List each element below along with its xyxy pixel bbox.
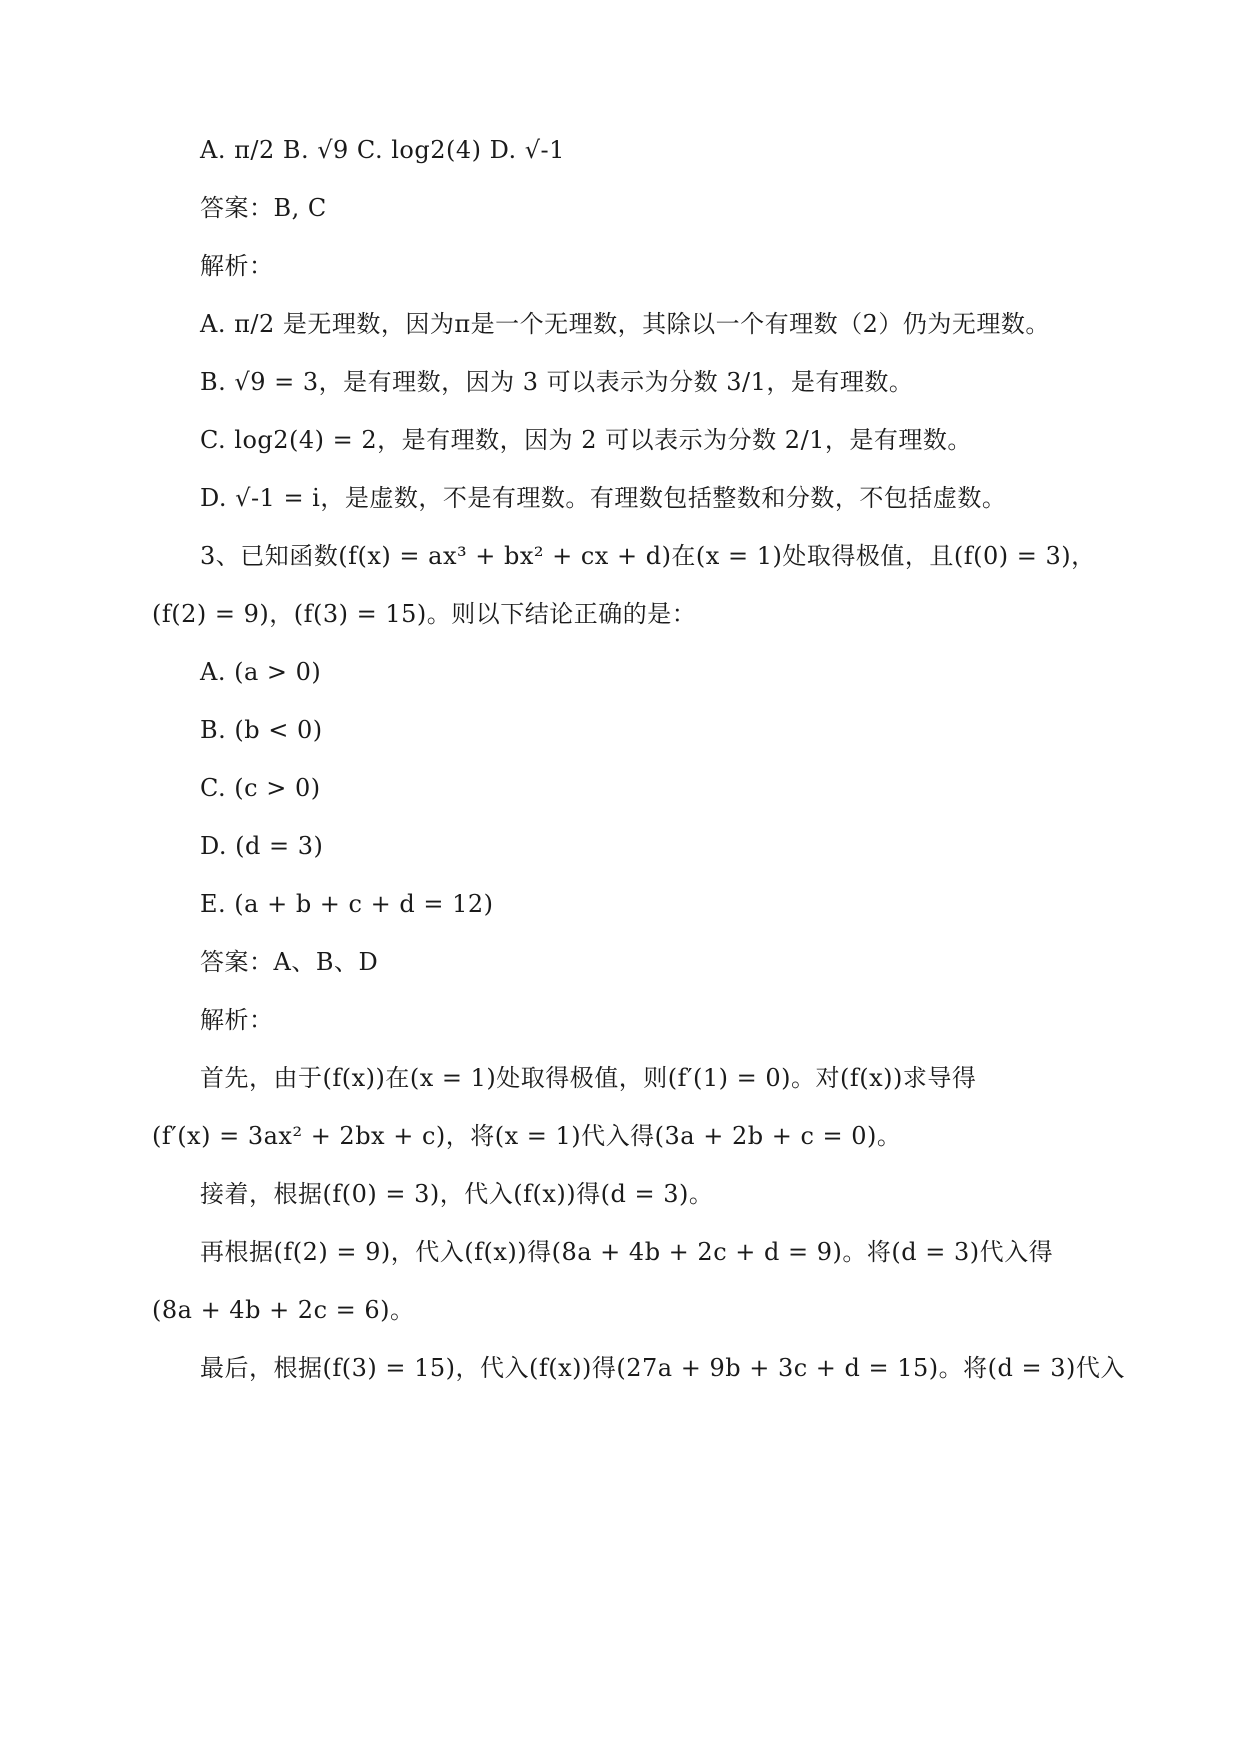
analysis-3-step-2: 接着，根据(f(0) = 3)，代入(f(x))得(d = 3)。 bbox=[200, 1180, 714, 1208]
analysis-2-option-a: A. π/2 是无理数，因为π是一个无理数，其除以一个有理数（2）仍为无理数。 bbox=[200, 310, 1050, 338]
question-2-options: A. π/2 B. √9 C. log2(4) D. √-1 bbox=[200, 136, 565, 164]
answer-2: 答案：B, C bbox=[200, 194, 327, 222]
analysis-3-step-3-continued: (8a + 4b + 2c = 6)。 bbox=[152, 1296, 415, 1324]
question-3-stem: 3、已知函数(f(x) = ax³ + bx² + cx + d)在(x = 1)处取得极值，且(f(0) = 3)， bbox=[200, 542, 1096, 570]
question-3-option-b: B. (b < 0) bbox=[200, 716, 323, 744]
question-3-option-c: C. (c > 0) bbox=[200, 774, 321, 802]
analysis-2-option-b: B. √9 = 3，是有理数，因为 3 可以表示为分数 3/1，是有理数。 bbox=[200, 368, 914, 396]
analysis-3-step-1: 首先，由于(f(x))在(x = 1)处取得极值，则(f′(1) = 0)。对(f(x))求导得 bbox=[200, 1064, 977, 1092]
analysis-2-heading: 解析： bbox=[200, 252, 274, 280]
analysis-3-step-4: 最后，根据(f(3) = 15)，代入(f(x))得(27a + 9b + 3c + d = 15)。将(d = 3)代入 bbox=[200, 1354, 1125, 1382]
analysis-3-step-1-continued: (f′(x) = 3ax² + 2bx + c)，将(x = 1)代入得(3a + 2b + c = 0)。 bbox=[152, 1122, 902, 1150]
question-3-option-a: A. (a > 0) bbox=[200, 658, 322, 686]
analysis-2-option-c: C. log2(4) = 2，是有理数，因为 2 可以表示为分数 2/1，是有理数。 bbox=[200, 426, 972, 454]
question-3-option-e: E. (a + b + c + d = 12) bbox=[200, 890, 494, 918]
question-3-stem-continued: (f(2) = 9)，(f(3) = 15)。则以下结论正确的是： bbox=[152, 600, 697, 628]
analysis-3-step-3: 再根据(f(2) = 9)，代入(f(x))得(8a + 4b + 2c + d = 9)。将(d = 3)代入得 bbox=[200, 1238, 1054, 1266]
analysis-2-option-d: D. √-1 = i，是虚数，不是有理数。有理数包括整数和分数，不包括虚数。 bbox=[200, 484, 1007, 512]
question-3-option-d: D. (d = 3) bbox=[200, 832, 324, 860]
answer-3: 答案：A、B、D bbox=[200, 948, 379, 976]
analysis-3-heading: 解析： bbox=[200, 1006, 274, 1034]
